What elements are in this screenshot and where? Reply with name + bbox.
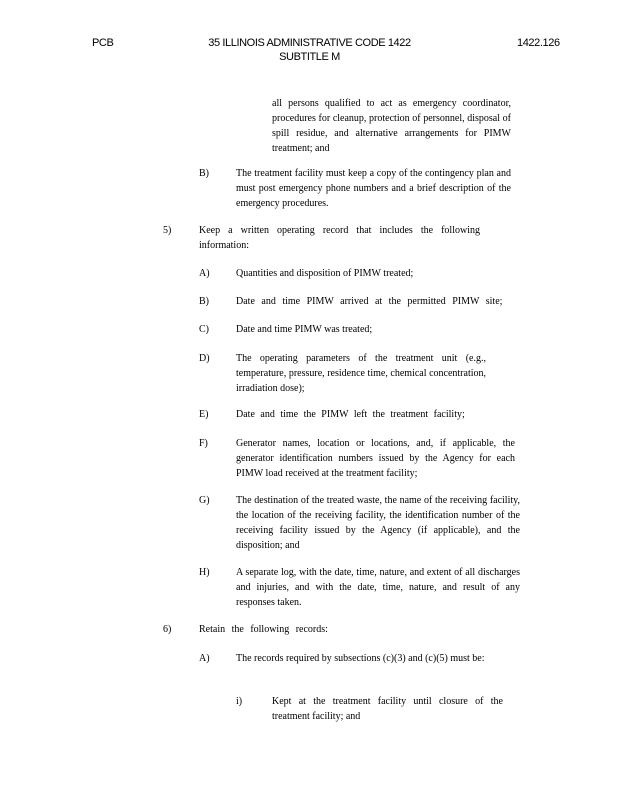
item-5h-label: H) [199, 567, 210, 578]
header-center-line1: 35 ILLINOIS ADMINISTRATIVE CODE 1422 [208, 37, 411, 49]
item-5f-text: Generator names, location or locations, and, if applicable, the generator identification numbers issued by the Agency for each PIMW load received at the treatment facility; [236, 438, 515, 479]
item-4b-label: B) [199, 168, 209, 179]
header-left: PCB [92, 37, 114, 49]
item-5g-text: The destination of the treated waste, the name of the receiving facility, the location of the receiving facility, the identification number of the receiving facility issued by the Agency (if applicable), and the disposition; and [236, 495, 520, 551]
item-6ai-label: i) [236, 696, 243, 707]
header-center-line2: SUBTITLE M [279, 51, 340, 63]
item-5g-label: G) [199, 495, 210, 506]
item-5c-label: C) [199, 324, 209, 335]
item-6a-text: The records required by subsections (c)(3) and (c)(5) must be: [236, 653, 485, 664]
item-4b-text: The treatment facility must keep a copy of the contingency plan and must post emergency phone numbers and a brief description of the emergency procedures. [236, 168, 511, 209]
item-5b-label: B) [199, 296, 209, 307]
item-6a-label: A) [199, 653, 210, 664]
item-5e-text: Date and time the PIMW left the treatment facility; [236, 409, 465, 420]
item-5d-label: D) [199, 353, 210, 364]
item-5a-text: Quantities and disposition of PIMW treated; [236, 268, 414, 279]
item-5-label: 5) [163, 225, 172, 236]
item-5b-text: Date and time PIMW arrived at the permitted PIMW site; [236, 296, 503, 307]
item-5h-text: A separate log, with the date, time, nature, and extent of all discharges and injuries, and with the date, time, nature, and result of any responses taken. [236, 567, 520, 608]
item-5e-label: E) [199, 409, 209, 420]
item-5a-label: A) [199, 268, 210, 279]
item-5f-label: F) [199, 438, 208, 449]
item-5-text: Keep a written operating record that includes the following information: [199, 225, 480, 251]
item-6ai-text: Kept at the treatment facility until closure of the treatment facility; and [272, 696, 503, 722]
continuation-paragraph: all persons qualified to act as emergency coordinator, procedures for cleanup, protection of personnel, disposal of spill residue, and alternative arrangements for PIMW treatment; and [272, 98, 511, 154]
item-6-label: 6) [163, 624, 172, 635]
item-6-text: Retain the following records: [199, 624, 328, 635]
header-right: 1422.126 [517, 37, 560, 49]
item-5d-text: The operating parameters of the treatment unit (e.g., temperature, pressure, residence time, chemical concentration, irradiation dose); [236, 353, 486, 394]
item-5c-text: Date and time PIMW was treated; [236, 324, 373, 335]
